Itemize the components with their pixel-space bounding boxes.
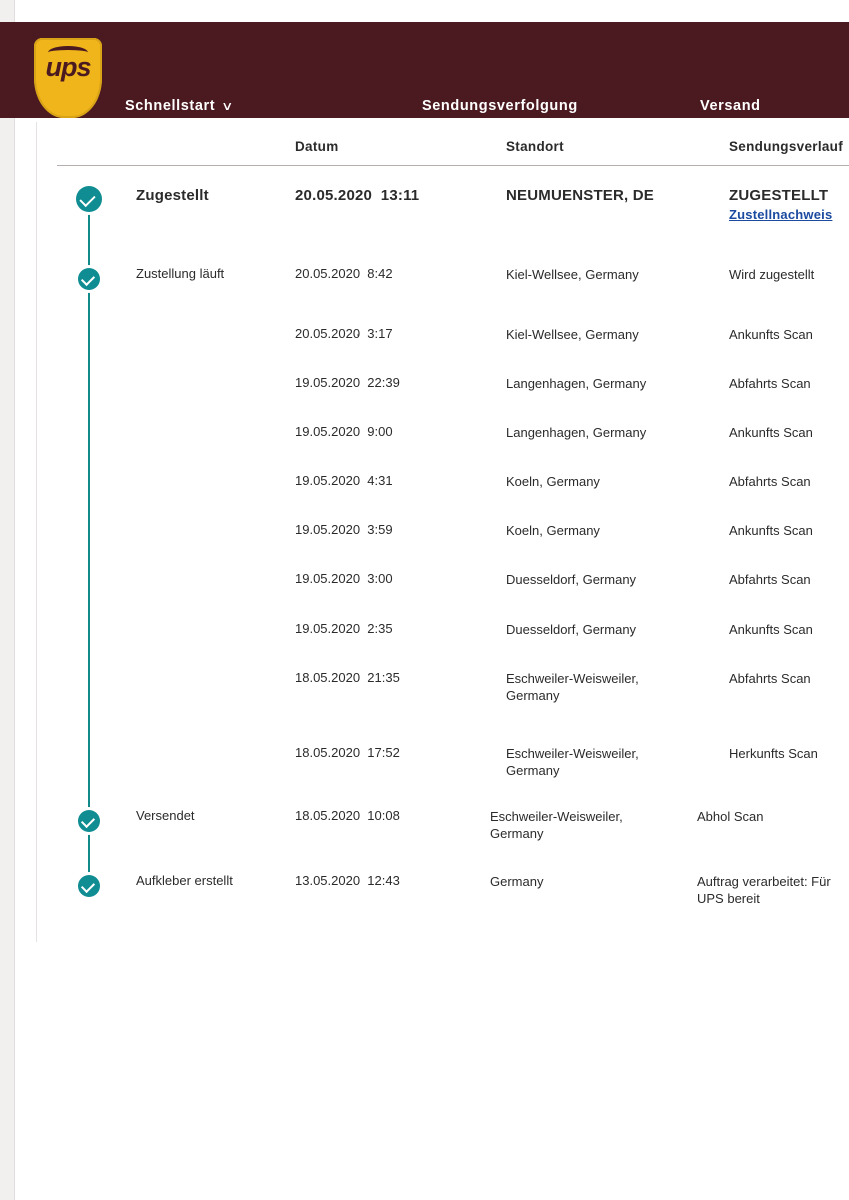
timeline-checkmark-icon: [76, 186, 102, 212]
row-activity: Abfahrts Scan: [729, 671, 811, 686]
row-date: 19.05.2020 2:35: [295, 621, 393, 636]
row-location: Koeln, Germany: [506, 523, 600, 538]
page-left-edge: [0, 0, 15, 1200]
proof-of-delivery-link[interactable]: Zustellnachweis: [729, 207, 833, 222]
column-header-location: Standort: [506, 139, 564, 154]
row-date: 13.05.2020 12:43: [295, 873, 400, 888]
logo-registered-mark: ®: [92, 106, 98, 113]
row-date: 19.05.2020 4:31: [295, 473, 393, 488]
header-divider: [57, 165, 849, 166]
row-activity-text: ZUGESTELLT: [729, 187, 829, 204]
column-header-activity: Sendungsverlauf: [729, 139, 844, 154]
row-location: Koeln, Germany: [506, 474, 600, 489]
nav-item-versand[interactable]: [700, 98, 761, 114]
nav-item-label: Sendungsverfolgung: [422, 98, 578, 114]
row-date: 19.05.2020 3:59: [295, 522, 393, 537]
row-date: 19.05.2020 3:00: [295, 571, 393, 586]
timeline-checkmark-icon: [78, 810, 100, 832]
page-fold-line: [36, 122, 37, 942]
nav-item-sendungsverfolgung[interactable]: [422, 98, 578, 114]
logo-wordmark: ups: [45, 52, 91, 82]
chevron-down-icon: ∨: [221, 99, 235, 113]
row-date: 19.05.2020 9:00: [295, 424, 393, 439]
ups-logo-icon[interactable]: [34, 38, 102, 118]
row-status: Aufkleber erstellt: [136, 873, 233, 888]
column-header-date: Datum: [295, 139, 339, 154]
row-location: Langenhagen, Germany: [506, 425, 647, 440]
row-location: Duesseldorf, Germany: [506, 622, 637, 637]
row-date: 20.05.2020 13:11: [295, 187, 420, 204]
row-date: 19.05.2020 22:39: [295, 375, 400, 390]
row-status: Versendet: [136, 808, 195, 823]
row-location: Kiel-Wellsee, Germany: [506, 327, 639, 342]
row-location: Duesseldorf, Germany: [506, 572, 637, 587]
row-activity: Wird zugestellt: [729, 267, 815, 282]
row-location: Eschweiler-Weisweiler, Germany: [506, 746, 639, 778]
nav-item-label: Versand: [700, 98, 761, 114]
row-date: 18.05.2020 10:08: [295, 808, 400, 823]
site-header: [0, 22, 849, 118]
row-activity: Abhol Scan: [697, 809, 764, 824]
row-location: Germany: [490, 874, 544, 889]
timeline-track: [88, 200, 90, 878]
row-date: 18.05.2020 17:52: [295, 745, 400, 760]
row-activity: Auftrag verarbeitet: Für UPS bereit: [697, 874, 831, 906]
timeline-checkmark-icon: [78, 268, 100, 290]
row-location: Eschweiler-Weisweiler, Germany: [506, 671, 639, 703]
timeline-checkmark-icon: [78, 875, 100, 897]
row-location: Langenhagen, Germany: [506, 376, 647, 391]
row-activity: Abfahrts Scan: [729, 572, 811, 587]
row-location: NEUMUENSTER, DE: [506, 187, 655, 204]
row-date: 18.05.2020 21:35: [295, 670, 400, 685]
row-date: 20.05.2020 3:17: [295, 326, 393, 341]
row-activity: Ankunfts Scan: [729, 425, 813, 440]
row-activity: Ankunfts Scan: [729, 523, 813, 538]
row-activity: Ankunfts Scan: [729, 622, 813, 637]
row-status: Zustellung läuft: [136, 266, 225, 281]
nav-item-label: Schnellstart: [125, 98, 216, 114]
row-activity: Abfahrts Scan: [729, 474, 811, 489]
row-date: 20.05.2020 8:42: [295, 266, 393, 281]
row-activity: [729, 187, 849, 223]
row-activity: Ankunfts Scan: [729, 327, 813, 342]
row-location: Kiel-Wellsee, Germany: [506, 267, 639, 282]
row-activity: Herkunfts Scan: [729, 746, 818, 761]
row-location: Eschweiler-Weisweiler, Germany: [490, 809, 623, 841]
row-status: Zugestellt: [136, 187, 209, 204]
row-activity: Abfahrts Scan: [729, 376, 811, 391]
nav-item-schnellstart[interactable]: [125, 98, 233, 114]
